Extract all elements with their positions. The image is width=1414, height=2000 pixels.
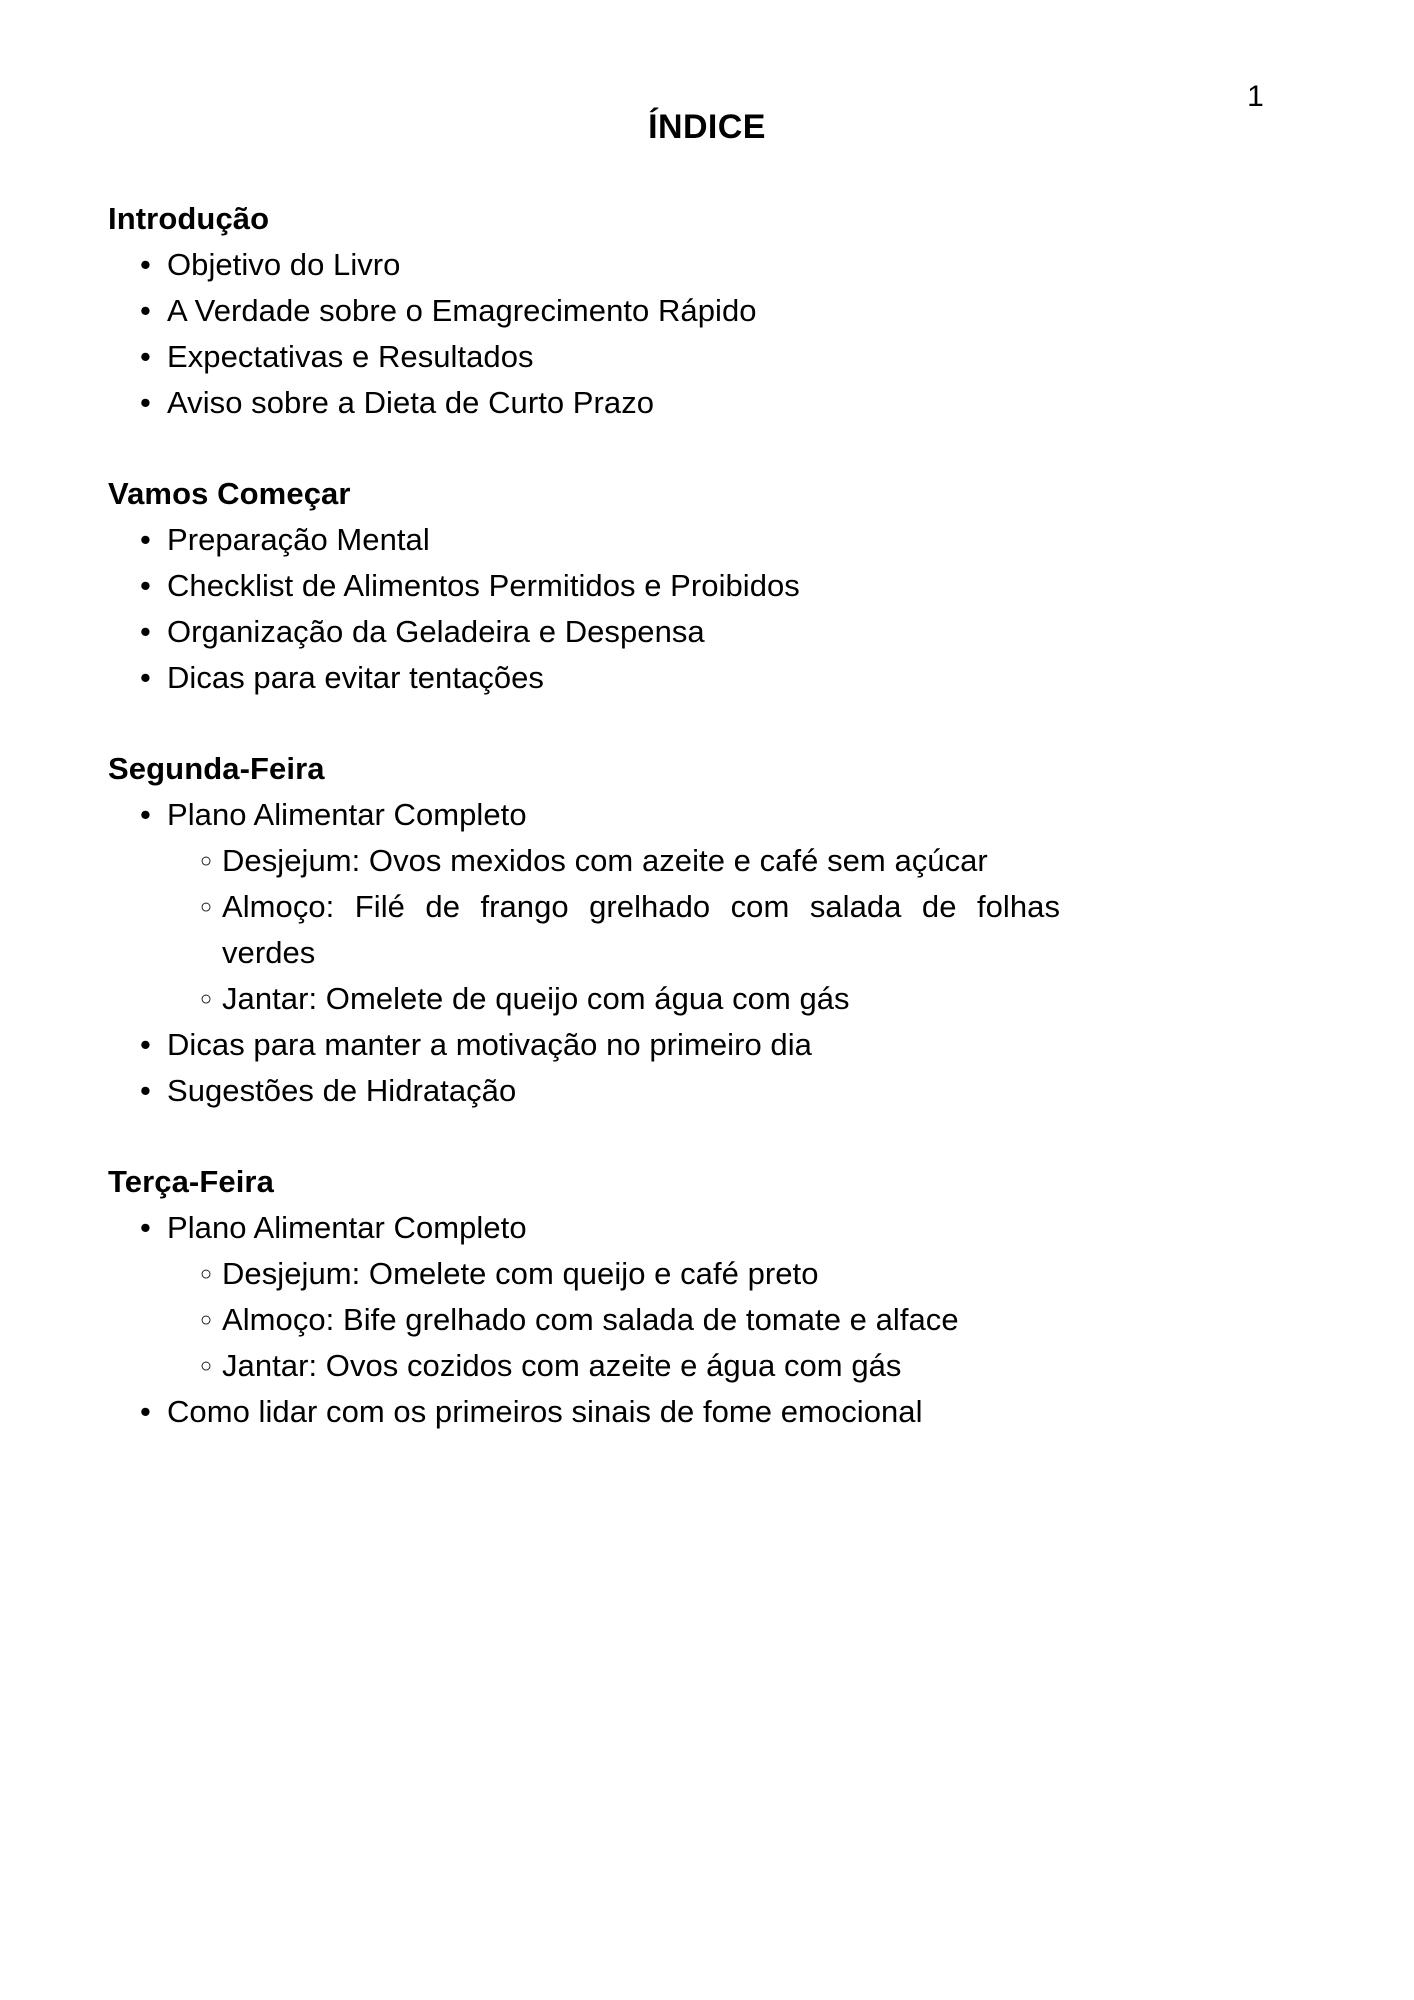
- bullet-disc-icon: •: [140, 1210, 151, 1245]
- toc-item[interactable]: [108, 1205, 1154, 1389]
- bullet-disc-icon: •: [140, 614, 151, 649]
- toc-item-label: Preparação Mental: [167, 522, 430, 557]
- toc-item[interactable]: [108, 334, 1154, 380]
- bullet-circle-icon: ○: [200, 1309, 213, 1331]
- toc-subitem-label: Almoço: Bife grelhado com salada de tomate e alface: [222, 1302, 959, 1337]
- toc-item-label: Sugestões de Hidratação: [167, 1073, 517, 1108]
- toc-item[interactable]: [108, 655, 1154, 701]
- bullet-disc-icon: •: [140, 1394, 151, 1429]
- toc-item[interactable]: [108, 563, 1154, 609]
- bullet-circle-icon: ○: [200, 1355, 213, 1377]
- toc-item-list: [108, 792, 1154, 1114]
- toc-subitem-label: Desjejum: Omelete com queijo e café preto: [222, 1256, 819, 1291]
- toc-section: [108, 1159, 1154, 1435]
- bullet-disc-icon: •: [140, 660, 151, 695]
- toc-subitem-list: [167, 1251, 1154, 1389]
- toc-item-label: Dicas para evitar tentações: [167, 660, 544, 695]
- page-title: ÍNDICE: [648, 108, 766, 146]
- toc-section: [108, 471, 1154, 701]
- toc-subitem[interactable]: [167, 1251, 1154, 1297]
- toc-item-label: Organização da Geladeira e Despensa: [167, 614, 705, 649]
- bullet-circle-icon: ○: [200, 896, 213, 918]
- toc-item-label: A Verdade sobre o Emagrecimento Rápido: [167, 293, 757, 328]
- toc-item-label: Plano Alimentar Completo: [167, 797, 527, 832]
- toc-item[interactable]: [108, 517, 1154, 563]
- bullet-disc-icon: •: [140, 797, 151, 832]
- toc-item-label: Plano Alimentar Completo: [167, 1210, 527, 1245]
- toc-item-list: [108, 242, 1154, 426]
- toc-subitem[interactable]: [167, 976, 1154, 1022]
- toc-item[interactable]: [108, 1068, 1154, 1114]
- toc-subitem-label: Desjejum: Ovos mexidos com azeite e café sem açúcar: [222, 843, 988, 878]
- toc-subitem-list: [167, 838, 1154, 1022]
- toc-subitem-label: Almoço: Filé de frango grelhado com salada de folhas verdes: [222, 889, 1060, 970]
- bullet-circle-icon: ○: [200, 1263, 213, 1285]
- toc-subitem[interactable]: [167, 838, 1154, 884]
- section-heading: Segunda-Feira: [108, 751, 325, 786]
- bullet-disc-icon: •: [140, 1027, 151, 1062]
- toc-subitem[interactable]: [167, 884, 1154, 976]
- toc-item-label: Aviso sobre a Dieta de Curto Prazo: [167, 385, 655, 420]
- toc-item[interactable]: [108, 792, 1154, 1022]
- toc-item[interactable]: [108, 288, 1154, 334]
- bullet-disc-icon: •: [140, 339, 151, 374]
- section-heading: Vamos Começar: [108, 476, 351, 511]
- toc-item-label: Expectativas e Resultados: [167, 339, 534, 374]
- toc-subitem-label: Jantar: Omelete de queijo com água com gás: [222, 981, 850, 1016]
- bullet-circle-icon: ○: [200, 850, 213, 872]
- toc-section: [108, 746, 1154, 1114]
- bullet-disc-icon: •: [140, 293, 151, 328]
- toc-item[interactable]: [108, 242, 1154, 288]
- bullet-disc-icon: •: [140, 247, 151, 282]
- toc-item-list: [108, 517, 1154, 701]
- bullet-circle-icon: ○: [200, 988, 213, 1010]
- section-heading: Introdução: [108, 201, 270, 236]
- toc-item-label: Como lidar com os primeiros sinais de fome emocional: [167, 1394, 923, 1429]
- bullet-disc-icon: •: [140, 568, 151, 603]
- toc-item-list: [108, 1205, 1154, 1435]
- toc-subitem[interactable]: [167, 1343, 1154, 1389]
- toc-item-label: Objetivo do Livro: [167, 247, 401, 282]
- toc-item-label: Checklist de Alimentos Permitidos e Proibidos: [167, 568, 800, 603]
- toc-item[interactable]: [108, 380, 1154, 426]
- toc-item-label: Dicas para manter a motivação no primeiro dia: [167, 1027, 812, 1062]
- section-heading: Terça-Feira: [108, 1164, 274, 1199]
- toc-item[interactable]: [108, 1022, 1154, 1068]
- toc-subitem[interactable]: [167, 1297, 1154, 1343]
- bullet-disc-icon: •: [140, 522, 151, 557]
- table-of-contents: [108, 196, 1154, 1435]
- bullet-disc-icon: •: [140, 1073, 151, 1108]
- toc-section: [108, 196, 1154, 426]
- toc-item[interactable]: [108, 1389, 1154, 1435]
- bullet-disc-icon: •: [140, 385, 151, 420]
- page-number: 1: [1247, 80, 1264, 113]
- toc-item[interactable]: [108, 609, 1154, 655]
- toc-subitem-label: Jantar: Ovos cozidos com azeite e água com gás: [222, 1348, 902, 1383]
